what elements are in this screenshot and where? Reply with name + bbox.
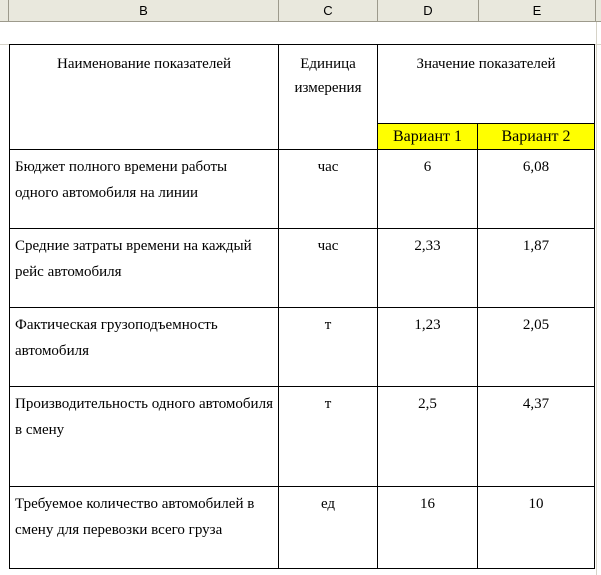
table-header-row	[10, 45, 595, 124]
table-row	[10, 308, 595, 387]
indicator-name-cell[interactable]: Требуемое количество автомобилей в смену для перевозки всего груза	[10, 487, 279, 569]
unit-cell[interactable]: час	[279, 150, 378, 229]
indicator-name-cell[interactable]: Средние затраты времени на каждый рейс автомобиля	[10, 229, 279, 308]
unit-cell[interactable]: час	[279, 229, 378, 308]
variant-1-cell[interactable]: Вариант 1	[378, 124, 478, 150]
variant-2-value-cell[interactable]: 10	[478, 487, 595, 569]
variant-2-value-cell[interactable]: 2,05	[478, 308, 595, 387]
header-unit-cell[interactable]: Единица измерения	[279, 45, 378, 150]
indicators-table	[9, 44, 595, 569]
corner-cell[interactable]	[0, 0, 9, 22]
unit-cell[interactable]: т	[279, 387, 378, 487]
variant-2-value-cell[interactable]: 1,87	[478, 229, 595, 308]
variant-2-cell[interactable]: Вариант 2	[478, 124, 595, 150]
variant-2-value-cell[interactable]: 4,37	[478, 387, 595, 487]
indicator-name-cell[interactable]: Бюджет полного времени работы одного автомобиля на линии	[10, 150, 279, 229]
unit-cell[interactable]: т	[279, 308, 378, 387]
table-row	[10, 150, 595, 229]
variant-1-value-cell[interactable]: 2,5	[378, 387, 478, 487]
variant-1-value-cell[interactable]: 16	[378, 487, 478, 569]
table-row	[10, 487, 595, 569]
column-header-d[interactable]: D	[378, 0, 479, 22]
header-name-cell[interactable]: Наименование показателей	[10, 45, 279, 150]
unit-cell[interactable]: ед	[279, 487, 378, 569]
table-row	[10, 387, 595, 487]
column-header-e[interactable]: E	[479, 0, 596, 22]
table-row	[10, 229, 595, 308]
column-header-c[interactable]: C	[279, 0, 378, 22]
column-header-b[interactable]: B	[9, 0, 279, 22]
gridline	[596, 22, 597, 575]
indicator-name-cell[interactable]: Производительность одного автомобиля в смену	[10, 387, 279, 487]
variant-2-value-cell[interactable]: 6,08	[478, 150, 595, 229]
indicator-name-cell[interactable]: Фактическая грузоподъемность автомобиля	[10, 308, 279, 387]
header-value-cell[interactable]: Значение показателей	[378, 45, 595, 124]
column-header-next[interactable]	[596, 0, 601, 22]
variant-1-value-cell[interactable]: 6	[378, 150, 478, 229]
variant-1-value-cell[interactable]: 2,33	[378, 229, 478, 308]
variant-1-value-cell[interactable]: 1,23	[378, 308, 478, 387]
